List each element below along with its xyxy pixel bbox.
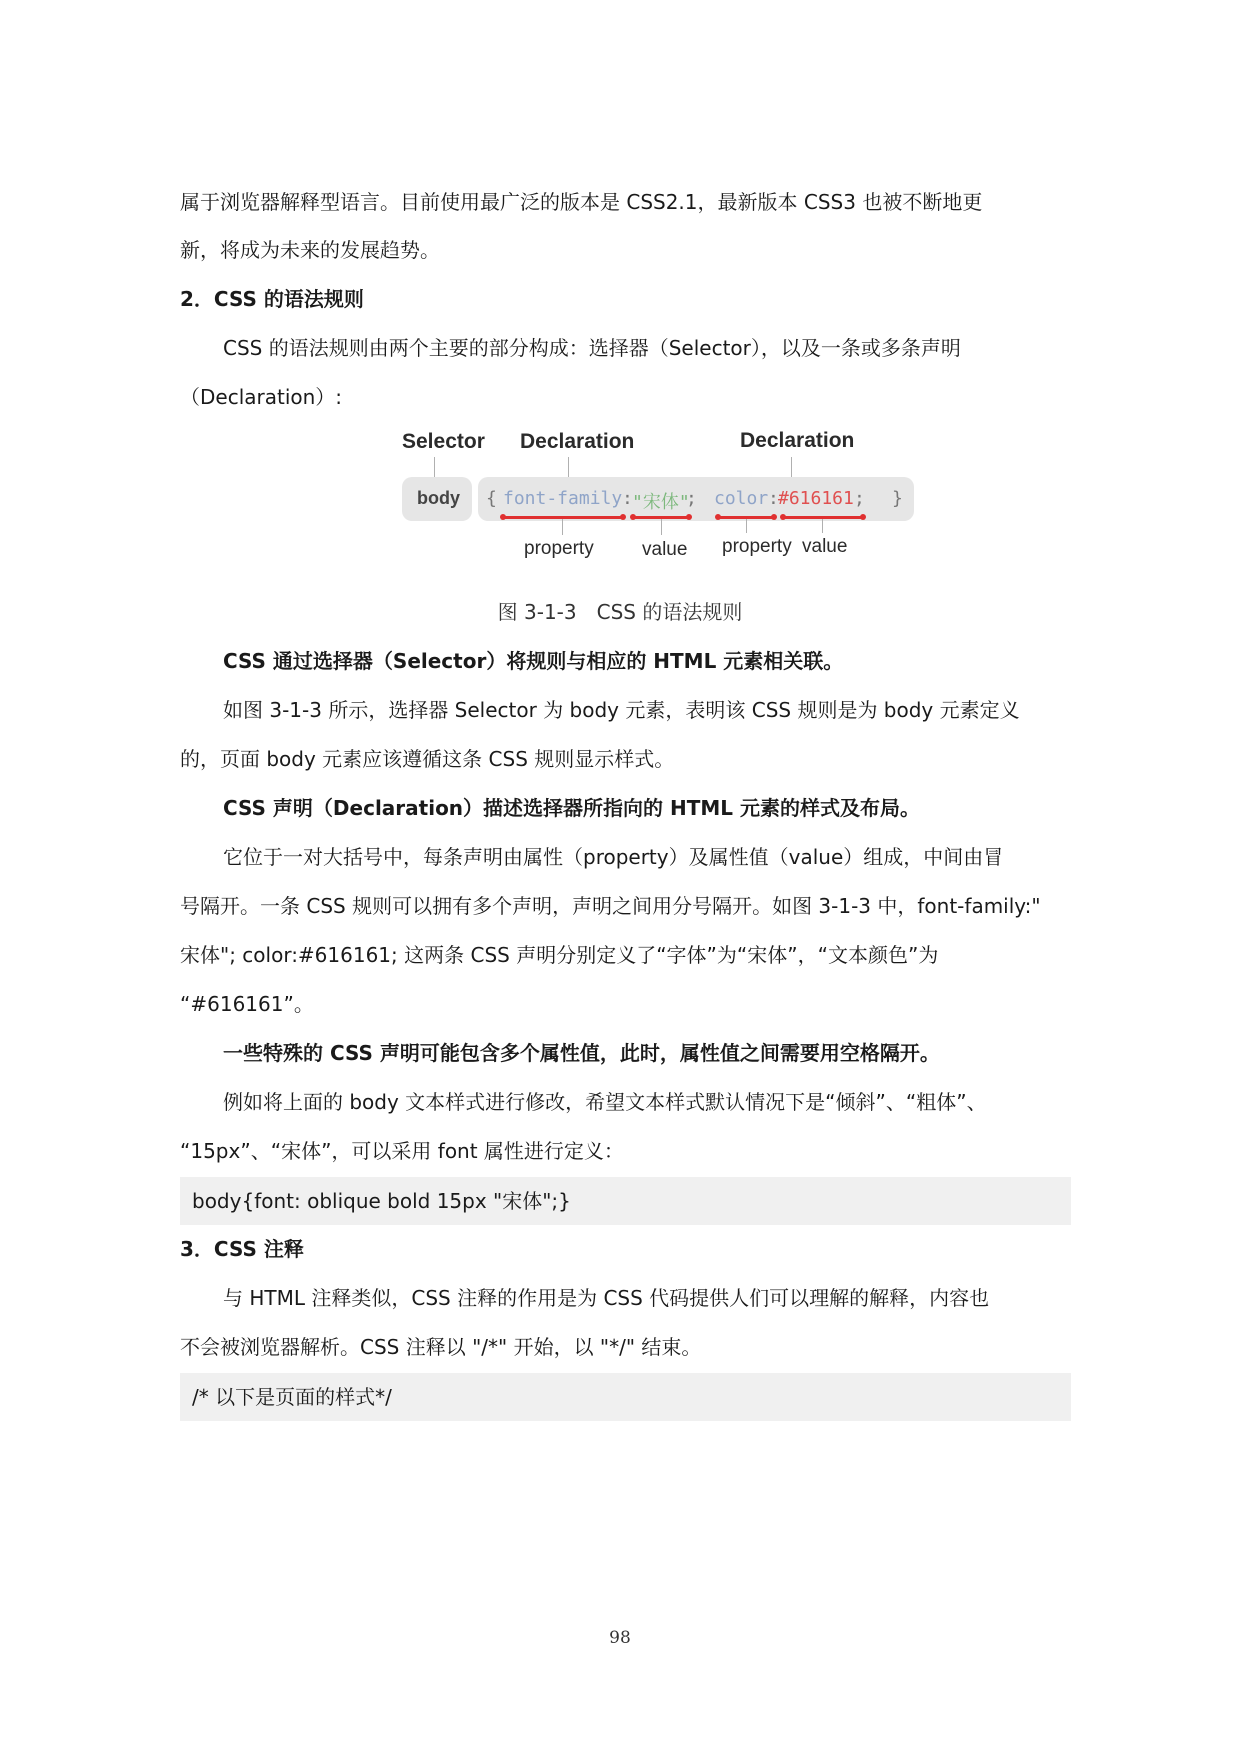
figure-caption: 图 3-1-3 CSS 的语法规则 [497,600,743,624]
code-block [180,1373,1071,1421]
colon-token: : [622,488,633,509]
bold-statement: CSS 通过选择器（Selector）将规则与相应的 HTML 元素相关联。 [223,649,844,673]
underline-dot [715,514,721,520]
open-brace: { [486,488,497,509]
bold-statement: CSS 声明（Declaration）描述选择器所指向的 HTML 元素的样式及布局。 [223,796,921,820]
paragraph-line: 例如将上面的 body 文本样式进行修改，希望文本样式默认情况下是“倾斜”、“粗体”、 [223,1090,987,1114]
underline-dot [500,514,506,520]
semicolon-token: ; [686,488,697,509]
semicolon-token: ; [854,488,865,509]
value-connector [661,519,662,535]
value-token: "宋体" [632,492,690,513]
paragraph-line: 新，将成为未来的发展趋势。 [180,238,440,262]
code-block [180,1177,1071,1225]
selector-box [402,477,472,521]
close-brace: } [892,488,903,509]
declaration-block [478,477,914,521]
code-text: body{font: oblique bold 15px "宋体";} [192,1189,571,1213]
underline-dot [686,514,692,520]
value-token: #616161 [778,488,854,509]
paragraph-line: 宋体"; color:#616161; 这两条 CSS 声明分别定义了“字体”为“宋体”，“文本颜色”为 [180,943,939,967]
underline-dot [630,514,636,520]
property-label: property [722,536,792,557]
value-label: value [802,536,848,557]
code-text: /* 以下是页面的样式*/ [192,1385,392,1409]
property-connector [562,519,563,535]
declaration-connector [791,457,792,477]
property-underline [503,516,623,519]
selector-text: body [417,488,460,508]
paragraph-line: 的，页面 body 元素应该遵循这条 CSS 规则显示样式。 [180,747,675,771]
section-heading: 2．CSS 的语法规则 [180,287,364,311]
declaration-label: Declaration [520,430,635,453]
bold-statement: 一些特殊的 CSS 声明可能包含多个属性值，此时，属性值之间需要用空格隔开。 [223,1041,940,1065]
paragraph-line: CSS 的语法规则由两个主要的部分构成：选择器（Selector），以及一条或多条声明 [223,336,961,360]
underline-dot [620,514,626,520]
colon-token: : [768,488,779,509]
property-token: font-family [503,488,623,509]
paragraph-line: 号隔开。一条 CSS 规则可以拥有多个声明，声明之间用分号隔开。如图 3-1-3 中，font-family:" [180,894,1041,918]
property-token: color [714,488,769,509]
property-connector [746,519,747,533]
declaration-label: Declaration [740,429,855,452]
property-label: property [524,538,594,559]
paragraph-line: 属于浏览器解释型语言。目前使用最广泛的版本是 CSS2.1，最新版本 CSS3 也被不断地更 [180,190,983,214]
paragraph-line: 它位于一对大括号中，每条声明由属性（property）及属性值（value）组成，中间由冒 [223,845,1004,869]
value-underline [783,516,863,519]
page-number: 98 [609,1628,631,1648]
selector-label: Selector [402,430,485,453]
value-label: value [642,539,688,560]
section-heading: 3．CSS 注释 [180,1237,304,1261]
paragraph-line: “15px”、“宋体”，可以采用 font 属性进行定义： [180,1139,624,1163]
underline-dot [771,514,777,520]
underline-dot [780,514,786,520]
paragraph-line: 不会被浏览器解析。CSS 注释以 "/*" 开始，以 "*/" 结束。 [180,1335,702,1359]
selector-connector [434,457,435,477]
paragraph-line: 如图 3-1-3 所示，选择器 Selector 为 body 元素，表明该 CSS 规则是为 body 元素定义 [223,698,1020,722]
value-connector [822,519,823,533]
paragraph-line: “#616161”。 [180,992,314,1016]
css-syntax-figure [390,430,950,570]
paragraph-line: （Declaration）: [180,385,343,409]
paragraph-line: 与 HTML 注释类似，CSS 注释的作用是为 CSS 代码提供人们可以理解的解释，内容也 [223,1286,990,1310]
declaration-connector [568,457,569,477]
underline-dot [860,514,866,520]
